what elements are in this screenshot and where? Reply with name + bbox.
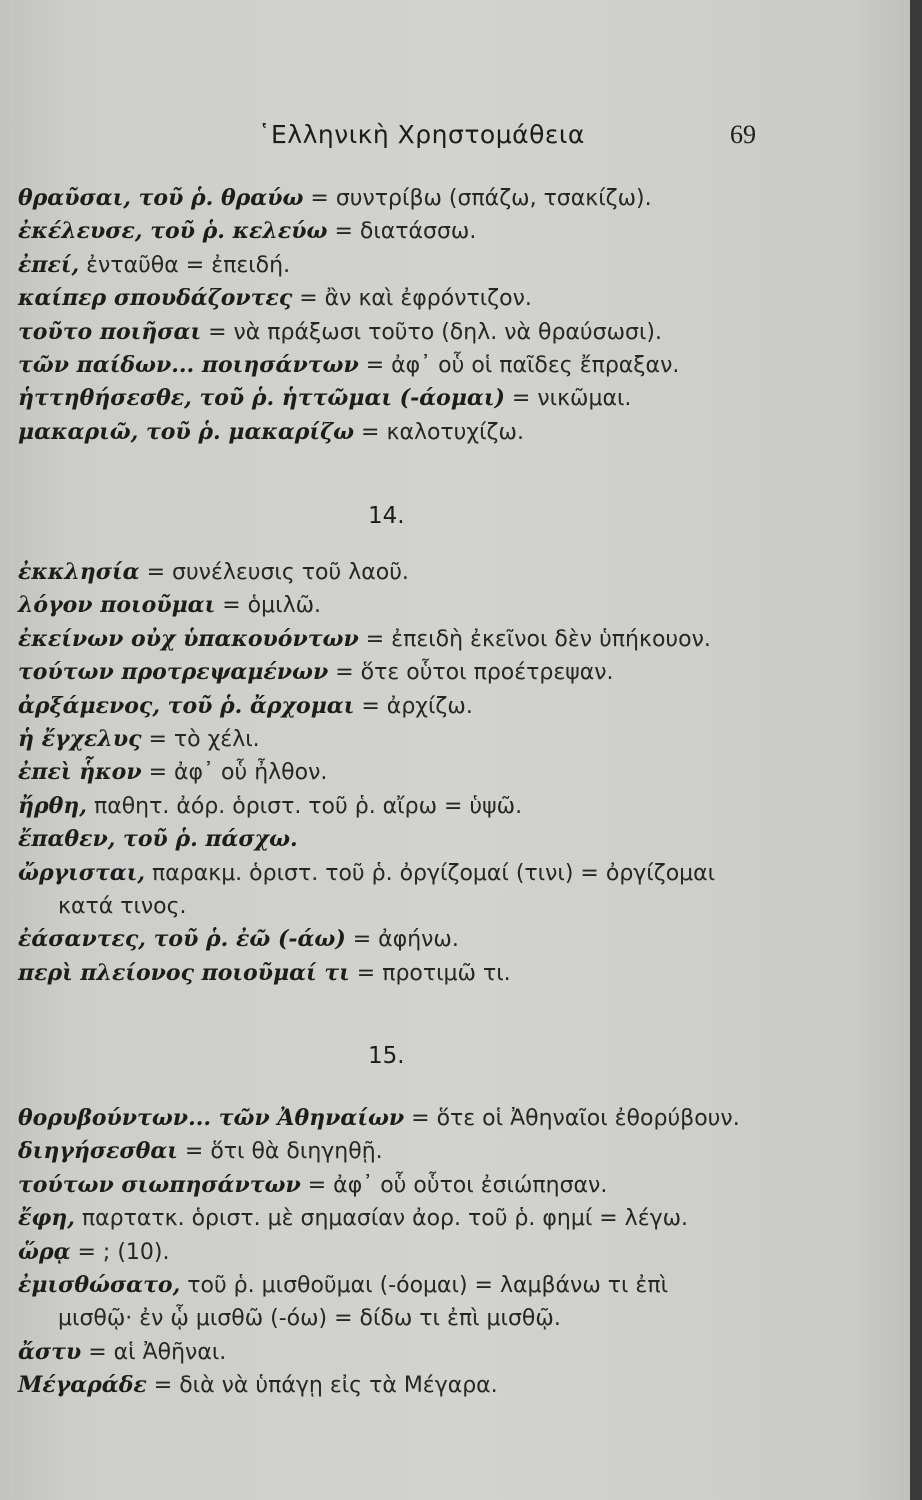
page-number: 69	[730, 120, 756, 149]
lemma: τοῦτο ποιῆσαι	[18, 318, 202, 345]
gloss: μισθῷ· ἐν ᾧ μισθῶ (-όω) = δίδω τι ἐπὶ μισθῷ.	[58, 1306, 561, 1332]
gloss-entry	[18, 249, 798, 282]
gloss: τοῦ ῥ. μισθοῦμαι (-όομαι) = λαμβάνω τι ἐπὶ	[180, 1272, 669, 1298]
lemma: ἔπαθεν, τοῦ ῥ. πάσχω.	[18, 826, 298, 853]
lemma: ἡ ἔγχελυς	[18, 725, 142, 752]
lemma: λόγον ποιοῦμαι	[18, 592, 216, 619]
gloss-entry	[18, 1236, 798, 1269]
gloss-entry	[18, 756, 798, 789]
gloss-entry	[18, 1269, 798, 1302]
gloss: = διὰ νὰ ὑπάγῃ εἰς τὰ Μέγαρα.	[146, 1373, 498, 1399]
gloss-entry	[18, 1169, 798, 1202]
lemma: ἐκκλησία	[18, 559, 140, 585]
gloss-entry	[18, 282, 798, 315]
lemma: ἄστυ	[18, 1338, 82, 1365]
page-edge	[910, 0, 922, 1500]
gloss: = ἀφ᾽ οὗ οἱ παῖδες ἔπραξαν.	[358, 352, 680, 378]
lemma: ἔφη,	[18, 1205, 75, 1232]
lemma: διηγήσεσθαι	[18, 1138, 178, 1165]
lemma: ὥρᾳ	[18, 1238, 71, 1265]
gloss: = διατάσσω.	[327, 219, 477, 245]
gloss-entry	[18, 182, 798, 215]
gloss-entry	[18, 890, 798, 923]
gloss-entry	[18, 1202, 798, 1235]
lemma: ἐπεὶ ἧκον	[18, 759, 142, 786]
lemma: περὶ πλείονος ποιοῦμαί τι	[18, 959, 350, 986]
gloss: = ὅτι θὰ διηγηθῇ.	[177, 1139, 383, 1165]
gloss: = ἀφ᾽ οὗ ἦλθον.	[141, 760, 328, 786]
lemma: μακαριῶ, τοῦ ῥ. μακαρίζω	[18, 418, 355, 445]
gloss-entry	[18, 349, 798, 382]
lemma: ἐκέλευσε, τοῦ ῥ. κελεύω	[18, 218, 328, 245]
gloss: = ὅτε οἱ Ἀθηναῖοι ἐθορύβουν.	[404, 1106, 740, 1131]
glossary-section-15	[18, 1102, 798, 1403]
glossary-section-13	[18, 182, 798, 449]
gloss: = ὁμιλῶ.	[215, 593, 322, 619]
gloss-entry	[18, 723, 798, 756]
gloss-entry	[18, 923, 798, 956]
gloss: = αἱ Ἀθῆναι.	[81, 1339, 227, 1365]
lemma: τῶν παίδων... ποιησάντων	[18, 351, 359, 378]
gloss-entry	[18, 556, 798, 589]
gloss-entry	[18, 1102, 798, 1135]
running-title: ῾Ελληνικὴ Χρηστομάθεια	[258, 120, 585, 149]
lemma: θραῦσαι, τοῦ ῥ. θραύω	[18, 185, 304, 211]
gloss: = τὸ χέλι.	[141, 726, 260, 752]
lemma: ἀρξάμενος, τοῦ ῥ. ἄρχομαι	[18, 692, 355, 719]
gloss: κατά τινος.	[58, 893, 187, 919]
gloss-entry	[18, 823, 798, 856]
gloss: παθητ. ἀόρ. ὁριστ. τοῦ ῥ. αἴρω = ὑψῶ.	[86, 793, 523, 819]
gloss: = καλοτυχίζω.	[354, 419, 524, 445]
gloss: = νικῶμαι.	[504, 386, 632, 412]
lemma: τούτων προτρεψαμένων	[18, 659, 329, 686]
gloss: = ἀρχίζω.	[354, 693, 473, 719]
gloss-entry	[18, 215, 798, 248]
gloss-entry	[18, 690, 798, 723]
page-header	[0, 120, 922, 160]
lemma: ἐμισθώσατο,	[18, 1271, 181, 1298]
lemma: ἐπεί,	[18, 251, 80, 278]
gloss-entry	[18, 857, 798, 890]
gloss: = συνέλευσις τοῦ λαοῦ.	[139, 560, 409, 585]
gloss: = προτιμῶ τι.	[349, 960, 511, 986]
gloss-entry	[18, 623, 798, 656]
gloss: = ὅτε οὗτοι προέτρεψαν.	[328, 660, 614, 686]
lemma: καίπερ σπουδάζοντες	[18, 285, 293, 312]
gloss: = νὰ πράξωσι τοῦτο (δηλ. νὰ θραύσωσι).	[201, 319, 662, 345]
gloss: = ἂν καὶ ἐφρόντιζον.	[292, 286, 532, 312]
gloss: = ἀφ᾽ οὗ οὗτοι ἐσιώπησαν.	[300, 1172, 608, 1198]
gloss: ἐνταῦθα = ἐπειδή.	[79, 252, 291, 278]
gloss-entry	[18, 1369, 798, 1402]
gloss: παρακμ. ὁριστ. τοῦ ῥ. ὀργίζομαί (τινι) = ὀργίζομαι	[145, 860, 716, 886]
gloss: παρτατκ. ὁριστ. μὲ σημασίαν ἀορ. τοῦ ῥ. φημί = λέγω.	[74, 1206, 689, 1232]
gloss-entry	[18, 589, 798, 622]
gloss-entry	[18, 1336, 798, 1369]
section-number-14: 14.	[368, 503, 405, 529]
gloss-entry	[18, 790, 798, 823]
gloss: = ἐπειδὴ ἐκεῖνοι δὲν ὑπήκουον.	[358, 626, 711, 652]
gloss-entry	[18, 1302, 798, 1335]
gloss: = ; (10).	[70, 1239, 170, 1265]
gloss-entry	[18, 382, 798, 415]
lemma: ὤργισται,	[18, 859, 146, 886]
gloss: = συντρίβω (σπάζω, τσακίζω).	[303, 186, 652, 211]
section-number-15: 15.	[368, 1043, 405, 1069]
lemma: ἐκείνων οὐχ ὑπακουόντων	[18, 625, 359, 652]
gloss-entry	[18, 416, 798, 449]
lemma: ἡττηθήσεσθε, τοῦ ῥ. ἡττῶμαι (-άομαι)	[18, 385, 505, 412]
lemma: ἐάσαντες, τοῦ ῥ. ἐῶ (-άω)	[18, 926, 346, 953]
gloss: = ἀφήνω.	[345, 927, 459, 953]
gloss-entry	[18, 316, 798, 349]
lemma: Μέγαράδε	[18, 1372, 147, 1399]
gloss-entry	[18, 1135, 798, 1168]
lemma: ἤρθη,	[18, 792, 87, 819]
gloss-entry	[18, 656, 798, 689]
lemma: θορυβούντων... τῶν Ἀθηναίων	[18, 1105, 405, 1131]
glossary-section-14	[18, 556, 798, 990]
lemma: τούτων σιωπησάντων	[18, 1171, 301, 1198]
gloss-entry	[18, 957, 798, 990]
